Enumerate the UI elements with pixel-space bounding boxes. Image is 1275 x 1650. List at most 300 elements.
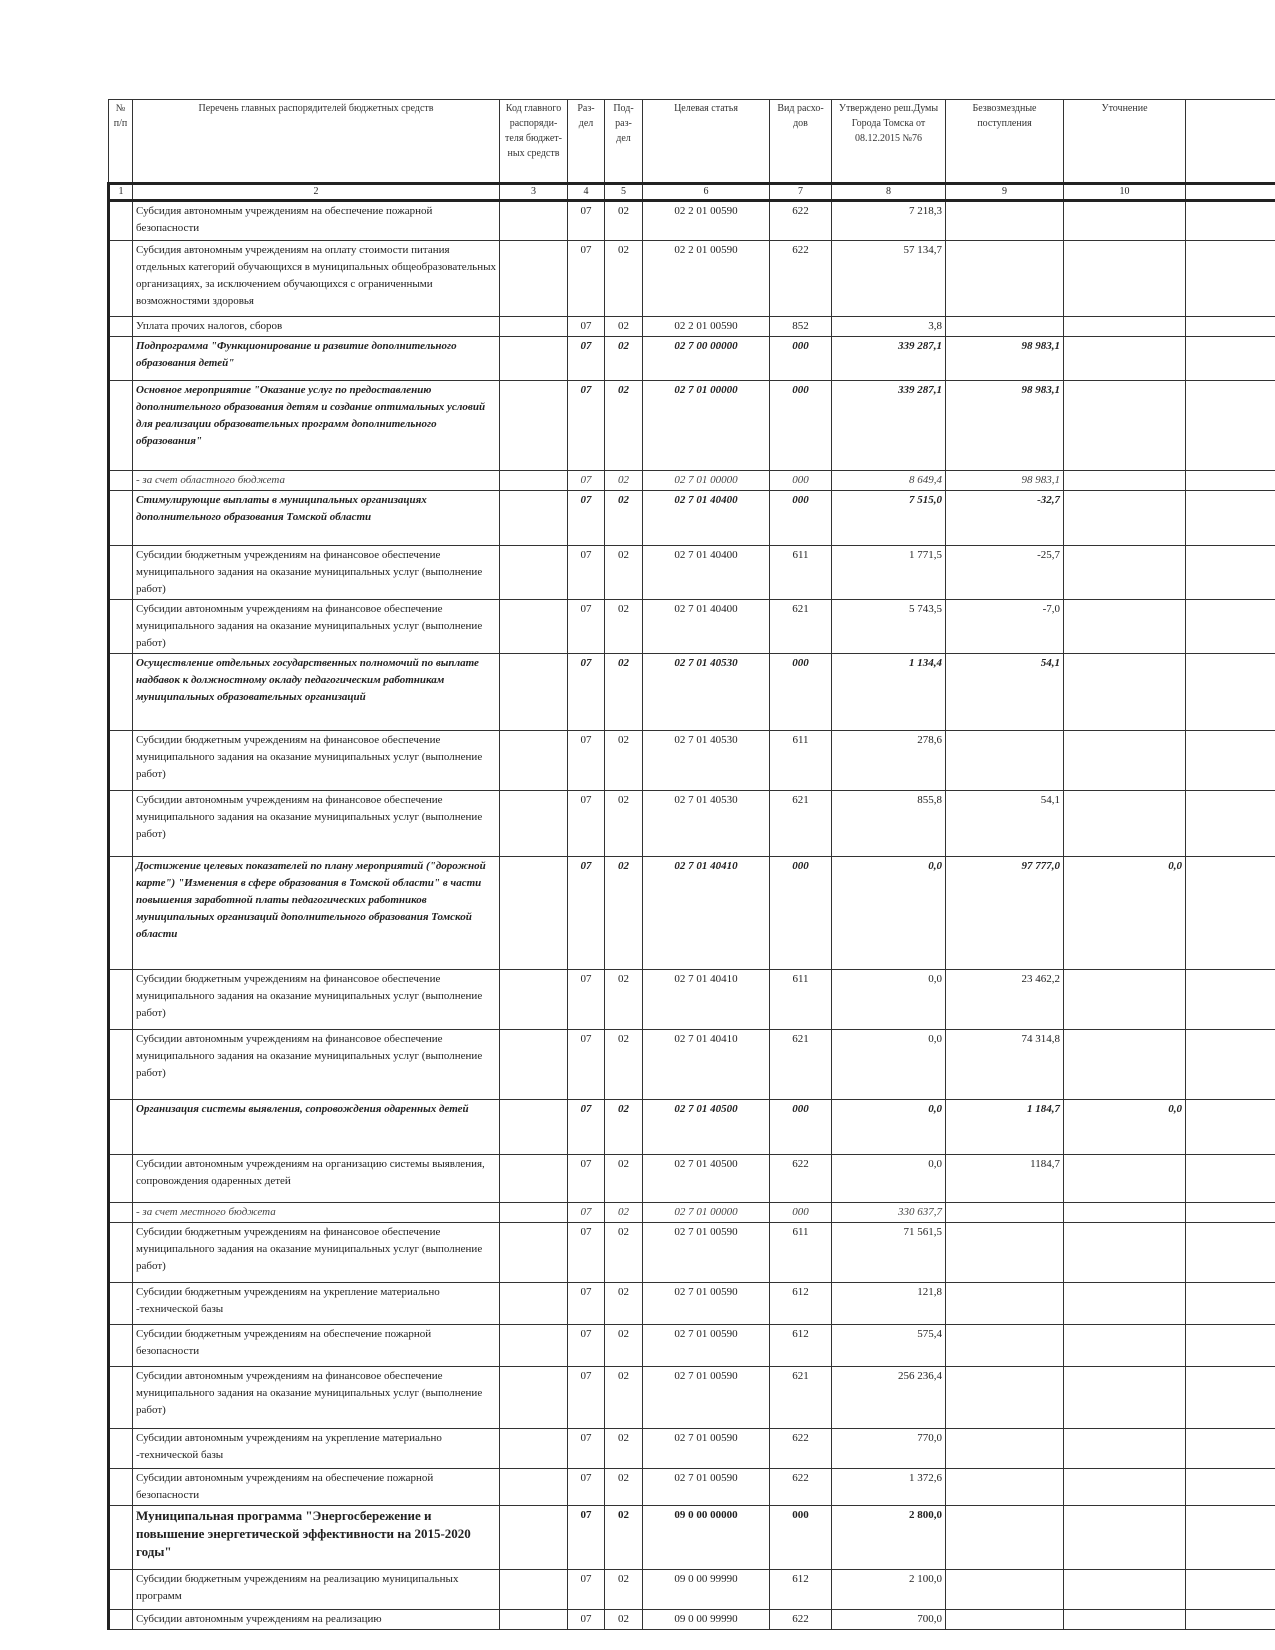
cell-podrazdel: 02 <box>605 857 643 970</box>
cell-approved: 1 134,4 <box>832 654 946 731</box>
table-row <box>109 471 1275 491</box>
cell-code <box>500 1223 568 1283</box>
cell-clarification <box>1064 241 1186 317</box>
cell-name: Субсидии бюджетным учреждениям на финансовое обеспечение муниципального задания на оказание муниципальных услуг (выполнение работ) <box>133 731 500 791</box>
table-row <box>109 857 1275 970</box>
header-clarification: Уточнение <box>1064 100 1186 184</box>
cell-target-article: 02 2 01 00590 <box>643 201 770 241</box>
cell-no <box>109 1030 133 1100</box>
cell-code <box>500 1506 568 1570</box>
cell-extra <box>1186 857 1275 970</box>
cell-name: Субсидии автономным учреждениям на финансовое обеспечение муниципального задания на оказание муниципальных услуг (выполнение работ) <box>133 791 500 857</box>
cell-name: Субсидии бюджетным учреждениям на укрепление материально -технической базы <box>133 1283 500 1325</box>
cell-no <box>109 546 133 600</box>
cell-approved: 5 743,5 <box>832 600 946 654</box>
cell-target-article: 09 0 00 99990 <box>643 1610 770 1630</box>
cell-name: Субсидии автономным учреждениям на обеспечение пожарной безопасности <box>133 1469 500 1506</box>
cell-code <box>500 1325 568 1367</box>
cell-podrazdel: 02 <box>605 1367 643 1429</box>
cell-target-article: 02 7 01 00590 <box>643 1469 770 1506</box>
cell-target-article: 02 7 01 40500 <box>643 1155 770 1203</box>
table-row <box>109 201 1275 241</box>
cell-no <box>109 1570 133 1610</box>
cell-code <box>500 600 568 654</box>
table-row <box>109 337 1275 381</box>
cell-razdel: 07 <box>568 1030 605 1100</box>
cell-grants <box>946 1223 1064 1283</box>
col-number: 9 <box>946 184 1064 201</box>
cell-podrazdel: 02 <box>605 600 643 654</box>
header-extra <box>1186 100 1275 184</box>
cell-podrazdel: 02 <box>605 1570 643 1610</box>
cell-extra <box>1186 970 1275 1030</box>
header-name: Перечень главных распорядителей бюджетных средств <box>133 100 500 184</box>
cell-code <box>500 731 568 791</box>
cell-podrazdel: 02 <box>605 381 643 471</box>
cell-clarification <box>1064 654 1186 731</box>
cell-razdel: 07 <box>568 241 605 317</box>
cell-clarification <box>1064 600 1186 654</box>
budget-table-page <box>107 99 1275 1630</box>
cell-razdel: 07 <box>568 1155 605 1203</box>
table-row <box>109 1506 1275 1570</box>
cell-grants <box>946 1203 1064 1223</box>
cell-extra <box>1186 337 1275 381</box>
cell-code <box>500 1367 568 1429</box>
table-row <box>109 970 1275 1030</box>
header-podrazdel: Под-раз-дел <box>605 100 643 184</box>
cell-extra <box>1186 1030 1275 1100</box>
cell-expense-type: 622 <box>770 1469 832 1506</box>
cell-grants <box>946 1325 1064 1367</box>
cell-no <box>109 1155 133 1203</box>
cell-razdel: 07 <box>568 201 605 241</box>
cell-no <box>109 1506 133 1570</box>
cell-approved: 575,4 <box>832 1325 946 1367</box>
cell-name: Основное мероприятие "Оказание услуг по предоставлению дополнительного образования детям и создание оптимальных условий для реализации образовательных программ дополнительного образования" <box>133 381 500 471</box>
cell-code <box>500 1030 568 1100</box>
cell-extra <box>1186 1367 1275 1429</box>
cell-expense-type: 000 <box>770 337 832 381</box>
cell-approved: 0,0 <box>832 1030 946 1100</box>
cell-target-article: 02 7 00 00000 <box>643 337 770 381</box>
cell-expense-type: 612 <box>770 1570 832 1610</box>
cell-grants: 98 983,1 <box>946 471 1064 491</box>
cell-clarification <box>1064 1155 1186 1203</box>
cell-grants <box>946 1570 1064 1610</box>
cell-extra <box>1186 1610 1275 1630</box>
cell-code <box>500 1610 568 1630</box>
cell-podrazdel: 02 <box>605 201 643 241</box>
col-number: 3 <box>500 184 568 201</box>
col-number: 1 <box>109 184 133 201</box>
cell-approved: 0,0 <box>832 1100 946 1155</box>
cell-grants: -25,7 <box>946 546 1064 600</box>
cell-no <box>109 1100 133 1155</box>
cell-expense-type: 000 <box>770 471 832 491</box>
table-row <box>109 1469 1275 1506</box>
cell-target-article: 02 2 01 00590 <box>643 317 770 337</box>
cell-extra <box>1186 1506 1275 1570</box>
cell-grants: 98 983,1 <box>946 381 1064 471</box>
column-number-row <box>109 184 1275 201</box>
cell-code <box>500 317 568 337</box>
cell-grants <box>946 1506 1064 1570</box>
cell-razdel: 07 <box>568 1469 605 1506</box>
cell-target-article: 02 7 01 40500 <box>643 1100 770 1155</box>
cell-razdel: 07 <box>568 654 605 731</box>
cell-razdel: 07 <box>568 546 605 600</box>
cell-razdel: 07 <box>568 1283 605 1325</box>
table-row <box>109 241 1275 317</box>
cell-expense-type: 622 <box>770 201 832 241</box>
cell-grants <box>946 1367 1064 1429</box>
cell-extra <box>1186 546 1275 600</box>
cell-podrazdel: 02 <box>605 1223 643 1283</box>
cell-extra <box>1186 1283 1275 1325</box>
cell-no <box>109 471 133 491</box>
cell-expense-type: 852 <box>770 317 832 337</box>
cell-razdel: 07 <box>568 1570 605 1610</box>
cell-grants: 1 184,7 <box>946 1100 1064 1155</box>
table-row <box>109 1100 1275 1155</box>
cell-target-article: 09 0 00 00000 <box>643 1506 770 1570</box>
cell-name: Подпрограмма "Функционирование и развитие дополнительного образования детей" <box>133 337 500 381</box>
cell-approved: 855,8 <box>832 791 946 857</box>
cell-name: Стимулирующие выплаты в муниципальных организациях дополнительного образования Томской области <box>133 491 500 546</box>
cell-extra <box>1186 381 1275 471</box>
cell-razdel: 07 <box>568 1100 605 1155</box>
cell-approved: 1 372,6 <box>832 1469 946 1506</box>
cell-name: Субсидии автономным учреждениям на укрепление материально -технической базы <box>133 1429 500 1469</box>
cell-target-article: 09 0 00 99990 <box>643 1570 770 1610</box>
cell-podrazdel: 02 <box>605 1155 643 1203</box>
cell-podrazdel: 02 <box>605 970 643 1030</box>
cell-no <box>109 337 133 381</box>
cell-podrazdel: 02 <box>605 1283 643 1325</box>
cell-target-article: 02 7 01 00590 <box>643 1223 770 1283</box>
col-number: 2 <box>133 184 500 201</box>
cell-approved: 0,0 <box>832 857 946 970</box>
cell-name: Субсидии бюджетным учреждениям на реализацию муниципальных программ <box>133 1570 500 1610</box>
cell-name: Субсидия автономным учреждениям на обеспечение пожарной безопасности <box>133 201 500 241</box>
cell-expense-type: 611 <box>770 1223 832 1283</box>
cell-grants: 23 462,2 <box>946 970 1064 1030</box>
cell-podrazdel: 02 <box>605 471 643 491</box>
cell-target-article: 02 7 01 00590 <box>643 1367 770 1429</box>
cell-podrazdel: 02 <box>605 1506 643 1570</box>
table-row <box>109 1325 1275 1367</box>
cell-code <box>500 201 568 241</box>
cell-grants <box>946 1610 1064 1630</box>
col-number: 10 <box>1064 184 1186 201</box>
cell-approved: 700,0 <box>832 1610 946 1630</box>
cell-target-article: 02 7 01 40530 <box>643 731 770 791</box>
cell-razdel: 07 <box>568 791 605 857</box>
table-row <box>109 731 1275 791</box>
cell-grants: 97 777,0 <box>946 857 1064 970</box>
cell-approved: 770,0 <box>832 1429 946 1469</box>
cell-clarification <box>1064 1203 1186 1223</box>
cell-code <box>500 337 568 381</box>
cell-target-article: 02 7 01 40410 <box>643 857 770 970</box>
cell-clarification <box>1064 1223 1186 1283</box>
cell-podrazdel: 02 <box>605 1030 643 1100</box>
cell-no <box>109 654 133 731</box>
cell-target-article: 02 7 01 00590 <box>643 1283 770 1325</box>
cell-podrazdel: 02 <box>605 1610 643 1630</box>
header-razdel: Раз-дел <box>568 100 605 184</box>
cell-clarification <box>1064 317 1186 337</box>
cell-clarification <box>1064 1325 1186 1367</box>
cell-name: Достижение целевых показателей по плану мероприятий ("дорожной карте") "Изменения в сфере образования в Томской области" в части повышения заработной платы педагогических работников муниципальных организаций дополнительного образования Томской области <box>133 857 500 970</box>
cell-code <box>500 241 568 317</box>
cell-name: Субсидии автономным учреждениям на организацию системы выявления, сопровождения одаренных детей <box>133 1155 500 1203</box>
cell-expense-type: 622 <box>770 1429 832 1469</box>
cell-no <box>109 1429 133 1469</box>
cell-clarification <box>1064 791 1186 857</box>
cell-razdel: 07 <box>568 317 605 337</box>
cell-expense-type: 621 <box>770 600 832 654</box>
cell-target-article: 02 7 01 00000 <box>643 471 770 491</box>
table-body <box>109 201 1275 1630</box>
table-row <box>109 1367 1275 1429</box>
cell-name: Субсидии бюджетным учреждениям на финансовое обеспечение муниципального задания на оказание муниципальных услуг (выполнение работ) <box>133 1223 500 1283</box>
table-row <box>109 1155 1275 1203</box>
cell-grants <box>946 241 1064 317</box>
cell-code <box>500 1155 568 1203</box>
cell-target-article: 02 7 01 00000 <box>643 381 770 471</box>
cell-approved: 0,0 <box>832 1155 946 1203</box>
table-row <box>109 1610 1275 1630</box>
cell-expense-type: 000 <box>770 1506 832 1570</box>
cell-approved: 121,8 <box>832 1283 946 1325</box>
cell-approved: 1 771,5 <box>832 546 946 600</box>
cell-clarification <box>1064 731 1186 791</box>
table-row <box>109 791 1275 857</box>
cell-clarification: 0,0 <box>1064 857 1186 970</box>
cell-clarification <box>1064 1283 1186 1325</box>
cell-expense-type: 621 <box>770 1367 832 1429</box>
cell-grants: 1184,7 <box>946 1155 1064 1203</box>
cell-podrazdel: 02 <box>605 654 643 731</box>
cell-no <box>109 1610 133 1630</box>
cell-podrazdel: 02 <box>605 1429 643 1469</box>
cell-extra <box>1186 1155 1275 1203</box>
cell-clarification <box>1064 546 1186 600</box>
cell-podrazdel: 02 <box>605 1100 643 1155</box>
cell-razdel: 07 <box>568 1223 605 1283</box>
cell-no <box>109 1367 133 1429</box>
cell-code <box>500 1570 568 1610</box>
cell-approved: 339 287,1 <box>832 337 946 381</box>
cell-extra <box>1186 1469 1275 1506</box>
cell-expense-type: 611 <box>770 546 832 600</box>
cell-name: Осуществление отдельных государственных полномочий по выплате надбавок к должностному окладу педагогическим работникам муниципальных образовательных организаций <box>133 654 500 731</box>
cell-extra <box>1186 241 1275 317</box>
cell-extra <box>1186 1325 1275 1367</box>
table-header-row <box>109 100 1275 184</box>
cell-expense-type: 000 <box>770 491 832 546</box>
cell-code <box>500 546 568 600</box>
cell-expense-type: 611 <box>770 731 832 791</box>
cell-expense-type: 611 <box>770 970 832 1030</box>
table-row <box>109 600 1275 654</box>
table-row <box>109 491 1275 546</box>
cell-expense-type: 622 <box>770 1610 832 1630</box>
col-number-extra <box>1186 184 1275 201</box>
cell-code <box>500 1203 568 1223</box>
cell-name: Организация системы выявления, сопровождения одаренных детей <box>133 1100 500 1155</box>
cell-podrazdel: 02 <box>605 241 643 317</box>
cell-grants <box>946 1429 1064 1469</box>
cell-clarification <box>1064 1570 1186 1610</box>
cell-grants <box>946 1469 1064 1506</box>
cell-code <box>500 1469 568 1506</box>
cell-expense-type: 000 <box>770 857 832 970</box>
cell-target-article: 02 7 01 40530 <box>643 791 770 857</box>
cell-no <box>109 970 133 1030</box>
cell-expense-type: 000 <box>770 1100 832 1155</box>
table-row <box>109 1223 1275 1283</box>
cell-extra <box>1186 471 1275 491</box>
cell-podrazdel: 02 <box>605 731 643 791</box>
cell-grants: 74 314,8 <box>946 1030 1064 1100</box>
cell-no <box>109 1223 133 1283</box>
cell-extra <box>1186 1223 1275 1283</box>
cell-code <box>500 970 568 1030</box>
col-number: 4 <box>568 184 605 201</box>
cell-name: Субсидии автономным учреждениям на финансовое обеспечение муниципального задания на оказание муниципальных услуг (выполнение работ) <box>133 1367 500 1429</box>
cell-target-article: 02 7 01 40400 <box>643 600 770 654</box>
table-row <box>109 381 1275 471</box>
cell-approved: 71 561,5 <box>832 1223 946 1283</box>
cell-clarification <box>1064 1030 1186 1100</box>
cell-no <box>109 1325 133 1367</box>
cell-grants: -7,0 <box>946 600 1064 654</box>
cell-clarification <box>1064 1506 1186 1570</box>
cell-no <box>109 241 133 317</box>
cell-podrazdel: 02 <box>605 546 643 600</box>
cell-extra <box>1186 317 1275 337</box>
cell-code <box>500 381 568 471</box>
cell-approved: 57 134,7 <box>832 241 946 317</box>
cell-approved: 0,0 <box>832 970 946 1030</box>
cell-expense-type: 000 <box>770 381 832 471</box>
table-row <box>109 1429 1275 1469</box>
cell-code <box>500 654 568 731</box>
cell-code <box>500 857 568 970</box>
cell-target-article: 02 7 01 40530 <box>643 654 770 731</box>
table-row <box>109 1570 1275 1610</box>
cell-clarification <box>1064 1429 1186 1469</box>
cell-extra <box>1186 1203 1275 1223</box>
header-grants: Безвозмездные поступления <box>946 100 1064 184</box>
cell-razdel: 07 <box>568 1506 605 1570</box>
cell-expense-type: 612 <box>770 1283 832 1325</box>
cell-podrazdel: 02 <box>605 791 643 857</box>
budget-table <box>107 99 1275 1630</box>
cell-code <box>500 1100 568 1155</box>
cell-clarification: 0,0 <box>1064 1100 1186 1155</box>
cell-razdel: 07 <box>568 970 605 1030</box>
cell-expense-type: 000 <box>770 1203 832 1223</box>
cell-approved: 339 287,1 <box>832 381 946 471</box>
cell-no <box>109 1469 133 1506</box>
cell-extra <box>1186 791 1275 857</box>
cell-name: Уплата прочих налогов, сборов <box>133 317 500 337</box>
cell-extra <box>1186 600 1275 654</box>
cell-expense-type: 622 <box>770 241 832 317</box>
table-row <box>109 546 1275 600</box>
header-approved: Утверждено реш.Думы Города Томска от 08.12.2015 №76 <box>832 100 946 184</box>
header-code: Код главного распоряди-теля бюджет-ных средств <box>500 100 568 184</box>
cell-grants <box>946 1283 1064 1325</box>
cell-razdel: 07 <box>568 1325 605 1367</box>
cell-target-article: 02 7 01 00590 <box>643 1429 770 1469</box>
cell-grants <box>946 317 1064 337</box>
cell-target-article: 02 7 01 40410 <box>643 970 770 1030</box>
cell-name: Субсидии бюджетным учреждениям на финансовое обеспечение муниципального задания на оказание муниципальных услуг (выполнение работ) <box>133 970 500 1030</box>
cell-target-article: 02 7 01 00000 <box>643 1203 770 1223</box>
cell-razdel: 07 <box>568 471 605 491</box>
cell-no <box>109 201 133 241</box>
cell-grants: 54,1 <box>946 791 1064 857</box>
cell-expense-type: 622 <box>770 1155 832 1203</box>
cell-grants: 98 983,1 <box>946 337 1064 381</box>
cell-target-article: 02 7 01 40400 <box>643 546 770 600</box>
cell-extra <box>1186 1100 1275 1155</box>
header-no: № п/п <box>109 100 133 184</box>
cell-name: - за счет местного бюджета <box>133 1203 500 1223</box>
cell-no <box>109 791 133 857</box>
cell-target-article: 02 7 01 00590 <box>643 1325 770 1367</box>
cell-name: Субсидии автономным учреждениям на финансовое обеспечение муниципального задания на оказание муниципальных услуг (выполнение работ) <box>133 600 500 654</box>
cell-razdel: 07 <box>568 1367 605 1429</box>
cell-no <box>109 731 133 791</box>
cell-no <box>109 857 133 970</box>
cell-extra <box>1186 731 1275 791</box>
cell-expense-type: 621 <box>770 1030 832 1100</box>
cell-clarification <box>1064 201 1186 241</box>
cell-clarification <box>1064 970 1186 1030</box>
cell-name: - за счет областного бюджета <box>133 471 500 491</box>
cell-expense-type: 621 <box>770 791 832 857</box>
col-number: 6 <box>643 184 770 201</box>
cell-podrazdel: 02 <box>605 1325 643 1367</box>
cell-razdel: 07 <box>568 381 605 471</box>
cell-approved: 7 218,3 <box>832 201 946 241</box>
cell-clarification <box>1064 381 1186 471</box>
cell-razdel: 07 <box>568 337 605 381</box>
cell-target-article: 02 7 01 40410 <box>643 1030 770 1100</box>
col-number: 5 <box>605 184 643 201</box>
cell-clarification <box>1064 1610 1186 1630</box>
cell-razdel: 07 <box>568 857 605 970</box>
cell-approved: 256 236,4 <box>832 1367 946 1429</box>
cell-razdel: 07 <box>568 1203 605 1223</box>
cell-name: Субсидия автономным учреждениям на оплату стоимости питания отдельных категорий обучающихся в муниципальных общеобразовательных организациях, за исключением обучающихся с ограниченными возможностями здоровья <box>133 241 500 317</box>
cell-podrazdel: 02 <box>605 1469 643 1506</box>
col-number: 7 <box>770 184 832 201</box>
cell-code <box>500 471 568 491</box>
cell-no <box>109 600 133 654</box>
cell-no <box>109 381 133 471</box>
cell-grants: 54,1 <box>946 654 1064 731</box>
cell-target-article: 02 7 01 40400 <box>643 491 770 546</box>
table-row <box>109 1203 1275 1223</box>
cell-extra <box>1186 1570 1275 1610</box>
